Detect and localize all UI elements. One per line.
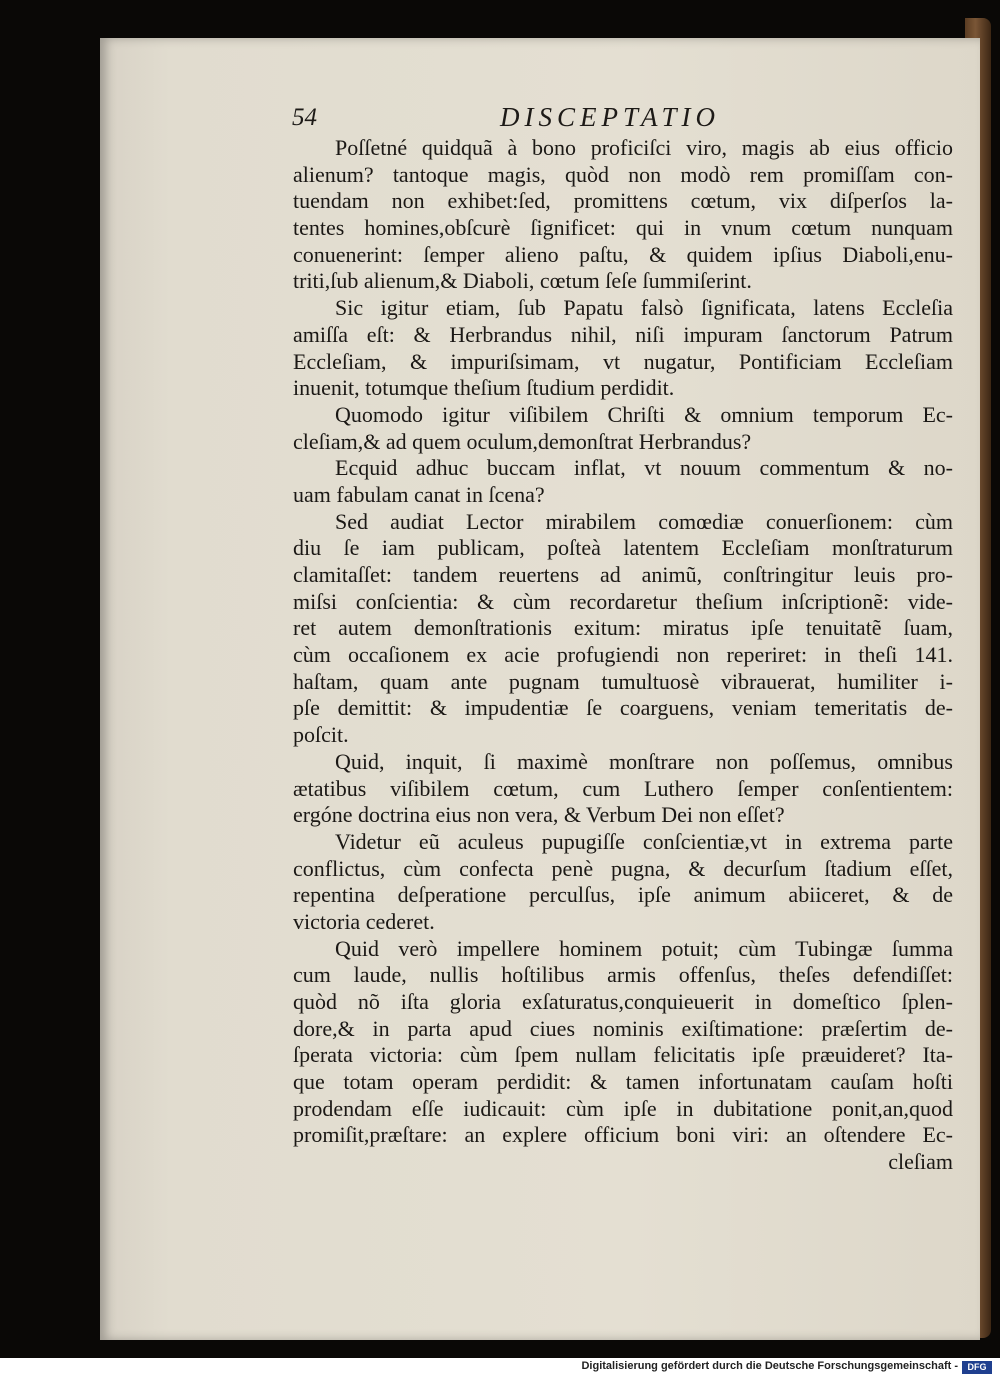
text-line: poſcit. xyxy=(293,722,349,748)
text-line: Ecquid adhuc buccam inflat, vt nouum commentum & no- xyxy=(335,455,953,481)
footer-bar xyxy=(0,1358,1000,1378)
funding-note: Digitalisierung gefördert durch die Deutsche Forschungsgemeinschaft - xyxy=(581,1360,958,1372)
text-line: pſe demittit: & impudentiæ ſe coarguens, veniam temeritatis de- xyxy=(293,695,953,721)
running-title: DISCEPTATIO xyxy=(500,102,720,132)
text-line: ætatibus viſibilem cœtum, cum Luthero ſemper conſentientem: xyxy=(293,775,953,801)
text-line: triti,ſub alienum,& Diaboli, cœtum ſeſe ſummiſerint. xyxy=(293,268,752,294)
text-line: que totam operam perdidit: & tamen infortunatam cauſam hoſti xyxy=(293,1069,953,1095)
text-line: cleſiam,& ad quem oculum,demonſtrat Herbrandus? xyxy=(293,428,752,454)
text-line: Videtur eũ aculeus pupugiſſe conſcientiæ,vt in extrema parte xyxy=(335,828,953,854)
text-line: prodendam eſſe iudicauit: cùm ipſe in dubitatione ponit,an,quod xyxy=(293,1095,953,1121)
text-line: conflictus, cùm confecta penè pugna, & decurſum ſtadium eſſet, xyxy=(293,855,953,881)
text-line: diu ſe iam publicam, poſteà latentem Eccleſiam monſtraturum xyxy=(293,535,953,561)
text-line: Quid verò impellere hominem potuit; cùm Tubingæ ſumma xyxy=(335,935,953,961)
text-line: Sed audiat Lector mirabilem comœdiæ conuerſionem: cùm xyxy=(335,508,953,534)
body-text xyxy=(293,135,953,1176)
text-line: clamitaſſet: tandem reuertens ad animũ, conſtringitur leuis pro- xyxy=(293,562,953,587)
text-line: promiſit,præſtare: an explere officium boni viri: an oſtendere Ec- xyxy=(293,1122,953,1148)
text-line: haſtam, quam ante pugnam tumultuosè vibrauerat, humiliter i- xyxy=(293,668,953,694)
text-line: Quomodo igitur viſibilem Chriſti & omnium temporum Ec- xyxy=(335,401,953,427)
text-line: tentes homines,obſcurè ſignificet: qui in vnum cœtum nunquam xyxy=(293,215,953,241)
text-line: ſperata victoria: cùm ſpem nullam felicitatis ipſe præuideret? Ita- xyxy=(293,1042,953,1068)
text-line: ret autem demonſtrationis exitum: miratus ipſe tenuitatẽ ſuam, xyxy=(293,615,953,641)
text-line: Poſſetné quidquã à bono proficiſci viro, magis ab eius officio xyxy=(335,135,953,160)
text-line: uam fabulam canat in ſcena? xyxy=(293,481,545,507)
text-line: dore,& in parta apud ciues nominis exiſtimatione: præſertim de- xyxy=(293,1015,953,1041)
page-number: 54 xyxy=(292,104,317,131)
text-line: tuendam non exhibet:ſed, promittens cœtum, vix diſperſos la- xyxy=(293,188,953,214)
text-line: ergóne doctrina eius non vera, & Verbum Dei non eſſet? xyxy=(293,802,785,828)
text-line: cleſiam xyxy=(888,1149,953,1175)
text-line: repentina deſperatione perculſus, ipſe animum abiiceret, & de xyxy=(293,882,953,908)
text-line: quòd nõ iſta gloria exſaturatus,conquieuerit in domeſtico ſplen- xyxy=(293,989,953,1014)
text-line: Sic igitur etiam, ſub Papatu falsò ſignificata, latens Eccleſia xyxy=(335,295,953,321)
text-line: cùm occaſionem ex acie profugiendi non reperiret: in theſi 141. xyxy=(293,642,953,668)
text-line: Quid, inquit, ſi maximè monſtrare non poſſemus, omnibus xyxy=(335,748,953,774)
text-line: miſsi conſcientia: & cùm recordaretur theſium inſcriptionẽ: vide- xyxy=(293,588,953,614)
running-head xyxy=(190,100,750,136)
text-line: Eccleſiam, & impuriſsimam, vt nugatur, Pontificiam Eccleſiam xyxy=(293,348,953,374)
text-line: conuenerint: ſemper alieno paſtu, & quidem ipſius Diaboli,enu- xyxy=(293,241,953,267)
text-line: amiſſa eſt: & Herbrandus nihil, niſi impuram ſanctorum Patrum xyxy=(293,321,953,347)
text-line: cum laude, nullis hoſtilibus armis offenſus, theſes defendiſſet: xyxy=(293,962,953,988)
text-line: victoria cederet. xyxy=(293,908,435,934)
dfg-logo: DFG xyxy=(962,1361,992,1374)
text-line: inuenit, totumque theſium ſtudium perdidit. xyxy=(293,375,675,401)
text-line: alienum? tantoque magis, quòd non modò rem promiſſam con- xyxy=(293,161,953,187)
